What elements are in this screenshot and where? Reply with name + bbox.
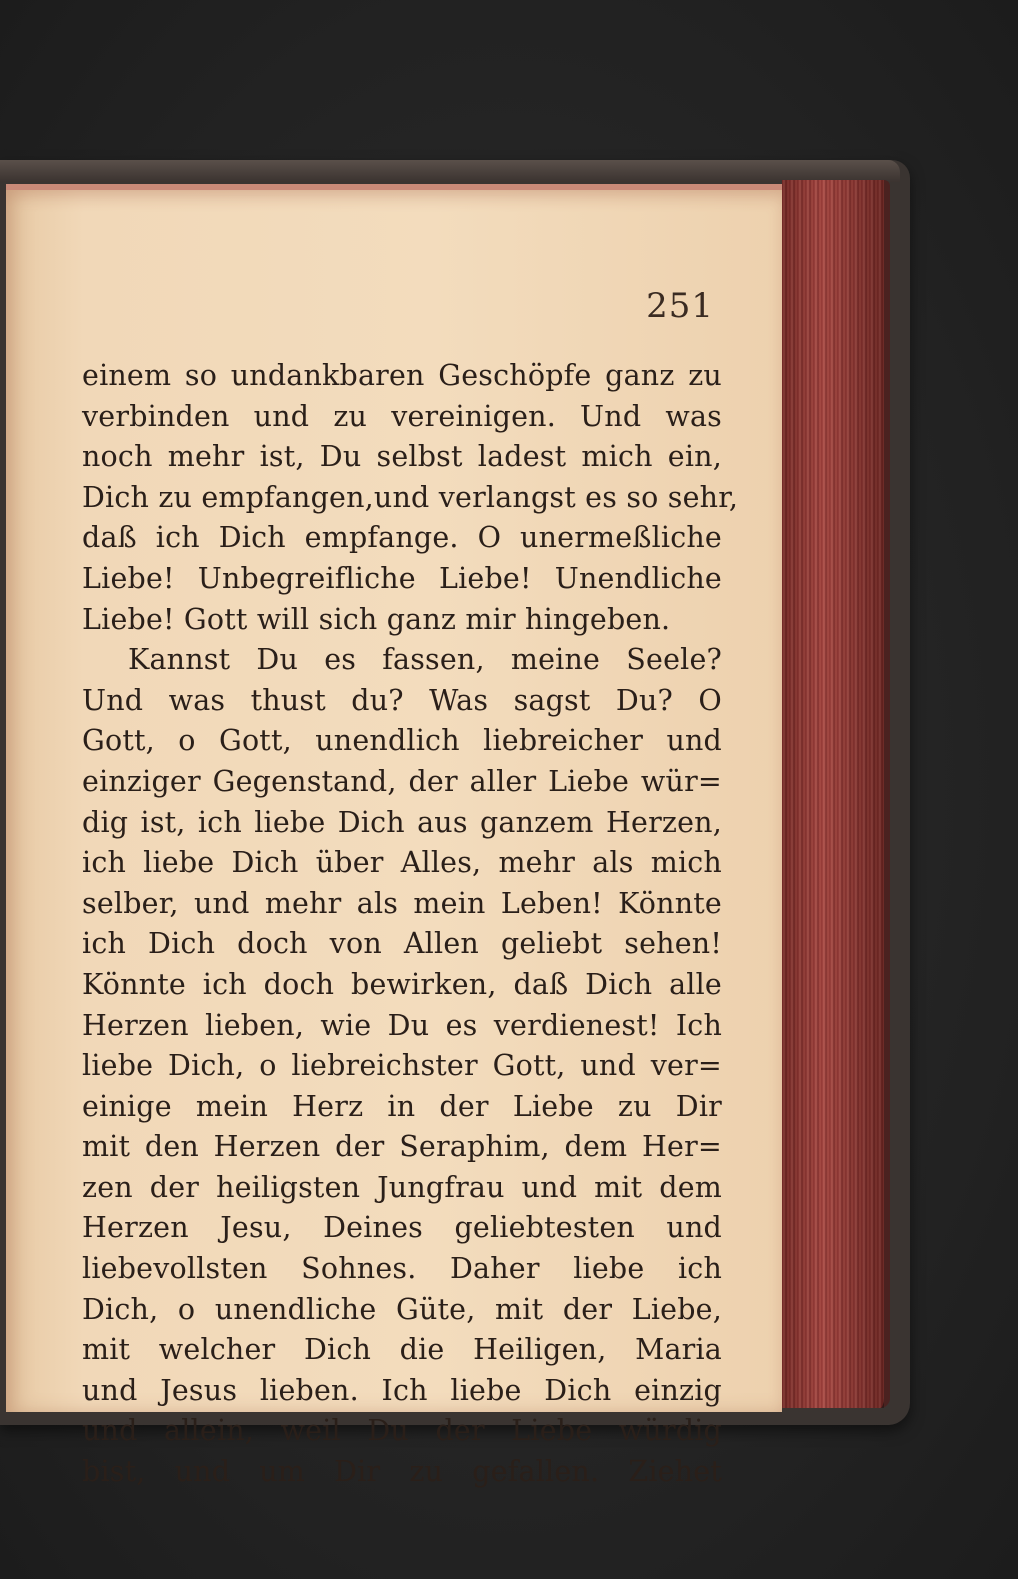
text-line: liebevollsten Sohnes. Daher liebe ich	[82, 1252, 722, 1286]
text-line: und Jesus lieben. Ich liebe Dich einzig	[82, 1373, 722, 1407]
text-line: einige mein Herz in der Liebe zu Dir	[82, 1089, 722, 1123]
text-line: Gott, o Gott, unendlich liebreicher und	[82, 724, 722, 758]
text-line: Dich zu empfangen,und verlangst es so sehr,	[82, 480, 739, 514]
text-line: und allein, weil Du der Liebe würdig	[82, 1414, 722, 1448]
text-block	[82, 356, 739, 1493]
book-cover-edge	[0, 160, 900, 182]
text-line: einem so undankbaren Geschöpfe ganz zu	[82, 359, 722, 392]
text-line: Kannst Du es fassen, meine Seele?	[128, 643, 722, 677]
text-line: ich Dich doch von Allen geliebt sehen!	[82, 927, 722, 961]
text-line: mit welcher Dich die Heiligen, Maria	[82, 1333, 722, 1367]
text-line: noch mehr ist, Du selbst ladest mich ein,	[82, 440, 722, 474]
text-line: bist, und um Dir zu gefallen. Ziehet	[82, 1455, 722, 1489]
text-line: Dich, o unendliche Güte, mit der Liebe,	[82, 1292, 722, 1326]
text-line: Liebe! Unbegreifliche Liebe! Unendliche	[82, 561, 722, 595]
page-number: 251	[646, 286, 714, 326]
red-page-edges	[782, 180, 890, 1408]
text-line: liebe Dich, o liebreichster Gott, und ver=	[82, 1049, 722, 1083]
text-line: Herzen lieben, wie Du es verdienest! Ich	[82, 1008, 722, 1042]
book-page	[6, 184, 782, 1489]
text-line: Und was thust du? Was sagst Du? O	[82, 683, 722, 717]
text-line: einziger Gegenstand, der aller Liebe wür=	[82, 764, 722, 798]
text-line: verbinden und zu vereinigen. Und was	[82, 399, 722, 433]
text-line: Herzen Jesu, Deines geliebtesten und	[82, 1211, 722, 1245]
text-line: zen der heiligsten Jungfrau und mit dem	[82, 1170, 722, 1204]
text-line: Liebe! Gott will sich ganz mir hingeben.	[82, 602, 671, 636]
text-line: Könnte ich doch bewirken, daß Dich alle	[82, 967, 722, 1001]
text-line: ich liebe Dich über Alles, mehr als mich	[82, 846, 722, 880]
text-line: selber, und mehr als mein Leben! Könnte	[82, 886, 722, 920]
text-line: dig ist, ich liebe Dich aus ganzem Herzen,	[82, 805, 722, 839]
text-line: mit den Herzen der Seraphim, dem Her=	[82, 1130, 722, 1164]
text-line: daß ich Dich empfange. O unermeßliche	[82, 521, 722, 555]
